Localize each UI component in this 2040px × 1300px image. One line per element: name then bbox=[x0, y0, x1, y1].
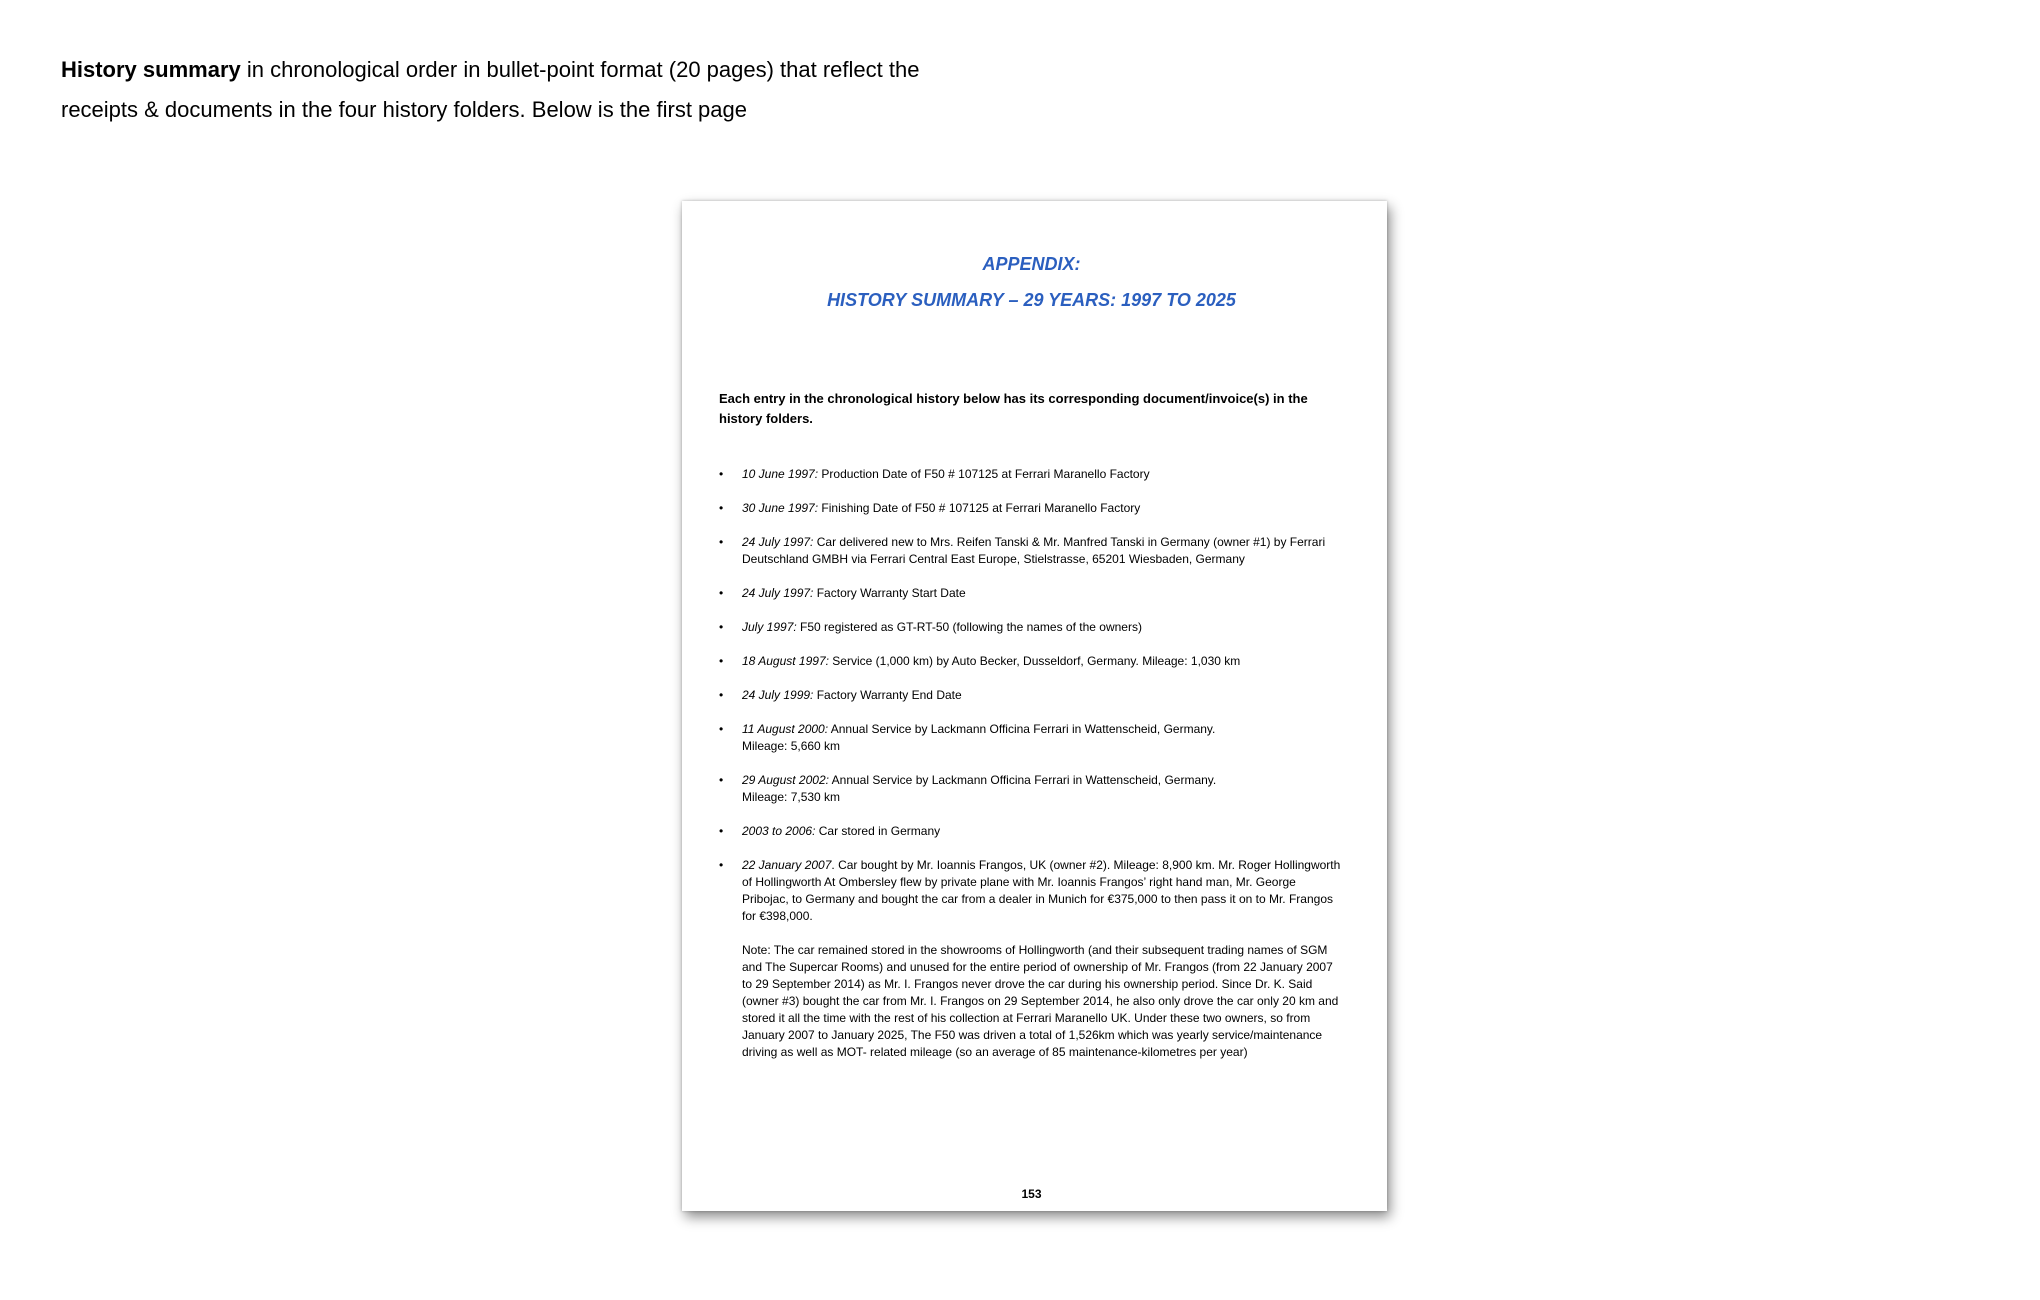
bullet-icon: • bbox=[719, 688, 724, 702]
history-entry bbox=[719, 466, 1344, 483]
intro-line-1 bbox=[61, 50, 1061, 90]
intro-text bbox=[61, 50, 1061, 130]
bullet-icon: • bbox=[719, 722, 724, 736]
entry-mileage: Mileage: 5,660 km bbox=[742, 739, 841, 753]
entry-text: Car delivered new to Mrs. Reifen Tanski & Mr. Manfred Tanski in Germany (owner #1) by Ferrari Deutschland GMBH via Ferrari Central East Europe, Stielstrasse, 65201 Wiesbaden, Germany bbox=[742, 535, 1326, 566]
intro-line-2: receipts & documents in the four history folders. Below is the first page bbox=[61, 97, 747, 122]
entry-date: 18 August 1997: bbox=[742, 654, 829, 668]
entry-text: Factory Warranty Start Date bbox=[813, 586, 966, 600]
entry-date: 22 January 2007 bbox=[742, 858, 832, 872]
entry-text: Production Date of F50 # 107125 at Ferrari Maranello Factory bbox=[818, 467, 1150, 481]
entry-date: 11 August 2000: bbox=[742, 722, 829, 736]
entry-text: Car stored in Germany bbox=[815, 824, 941, 838]
entry-date: 10 June 1997: bbox=[742, 467, 819, 481]
entry-date: 29 August 2002: bbox=[742, 773, 829, 787]
history-entry bbox=[719, 772, 1344, 806]
entry-date: 30 June 1997: bbox=[742, 501, 819, 515]
entry-text: Annual Service by Lackmann Officina Ferrari in Wattenscheid, Germany. bbox=[828, 722, 1216, 736]
entry-text: Service (1,000 km) by Auto Becker, Dusseldorf, Germany. Mileage: 1,030 km bbox=[828, 654, 1241, 668]
entry-text: F50 registered as GT-RT-50 (following the names of the owners) bbox=[796, 620, 1142, 634]
entry-note: Note: The car remained stored in the showrooms of Hollingworth (and their subsequent trading names of SGM and The Supercar Rooms) and unused for the entire period of ownership of Mr. Frangos (from 22 January 2007 to 29 September 2014) as Mr. I. Frangos never drove the car during his ownership period. Since Dr. K. Said (owner #3) bought the car from Mr. I. Frangos on 29 September 2014, he also only drove the car only 20 km and stored it all the time with the rest of his collection at Ferrari Maranello UK. Under these two owners, so from January 2007 to January 2025, The F50 was driven a total of 1,526km which was yearly service/maintenance driving as well as MOT- related mileage (so an average of 85 maintenance-kilometres per year) bbox=[742, 943, 1339, 1059]
entry-date: 24 July 1997: bbox=[742, 586, 814, 600]
bullet-icon: • bbox=[719, 620, 724, 634]
page-number: 153 bbox=[1021, 1187, 1042, 1201]
entry-mileage: Mileage: 7,530 km bbox=[742, 790, 841, 804]
entry-date: 2003 to 2006: bbox=[742, 824, 816, 838]
intro-bold: History summary bbox=[61, 57, 241, 82]
entry-text: . Car bought by Mr. Ioannis Frangos, UK (owner #2). Mileage: 8,900 km. Mr. Roger Hollingworth of Hollingworth At Ombersley flew by private plane with Mr. Ioannis Frangos’ right hand man, Mr. George Pribojac, to Germany and bought the car from a dealer in Munich for €375,000 to then pass it on to Mr. Frangos for €398,000. bbox=[742, 858, 1341, 923]
bullet-icon: • bbox=[719, 535, 724, 549]
entry-text: Factory Warranty End Date bbox=[813, 688, 962, 702]
history-entry bbox=[719, 721, 1344, 755]
bullet-icon: • bbox=[719, 654, 724, 668]
bullet-icon: • bbox=[719, 773, 724, 787]
appendix-title bbox=[719, 246, 1344, 318]
intro-rest: in chronological order in bullet-point format (20 pages) that reflect the bbox=[240, 57, 920, 82]
history-entry bbox=[719, 823, 1344, 840]
history-entry bbox=[719, 619, 1344, 636]
entry-date: 24 July 1999: bbox=[742, 688, 814, 702]
appendix-heading: APPENDIX: bbox=[982, 254, 1081, 274]
document-page bbox=[682, 201, 1387, 1211]
lead-paragraph: Each entry in the chronological history below has its corresponding document/invoice(s) in the history folders. bbox=[719, 391, 1308, 426]
history-entry bbox=[719, 500, 1344, 517]
history-entry bbox=[719, 585, 1344, 602]
bullet-icon: • bbox=[719, 586, 724, 600]
bullet-icon: • bbox=[719, 467, 724, 481]
entry-text: Annual Service by Lackmann Officina Ferrari in Wattenscheid, Germany. bbox=[828, 773, 1217, 787]
history-entry bbox=[719, 534, 1344, 568]
bullet-icon: • bbox=[719, 501, 724, 515]
history-entry bbox=[719, 857, 1344, 1061]
history-entry bbox=[719, 687, 1344, 704]
entry-text: Finishing Date of F50 # 107125 at Ferrari Maranello Factory bbox=[818, 501, 1141, 515]
entry-date: 24 July 1997: bbox=[742, 535, 814, 549]
history-entry bbox=[719, 653, 1344, 670]
bullet-icon: • bbox=[719, 824, 724, 838]
page-content bbox=[719, 201, 1344, 1211]
history-entries-list bbox=[719, 466, 1344, 1078]
history-summary-heading: HISTORY SUMMARY – 29 YEARS: 1997 TO 2025 bbox=[827, 290, 1236, 310]
entry-date: July 1997: bbox=[742, 620, 797, 634]
bullet-icon: • bbox=[719, 858, 724, 872]
